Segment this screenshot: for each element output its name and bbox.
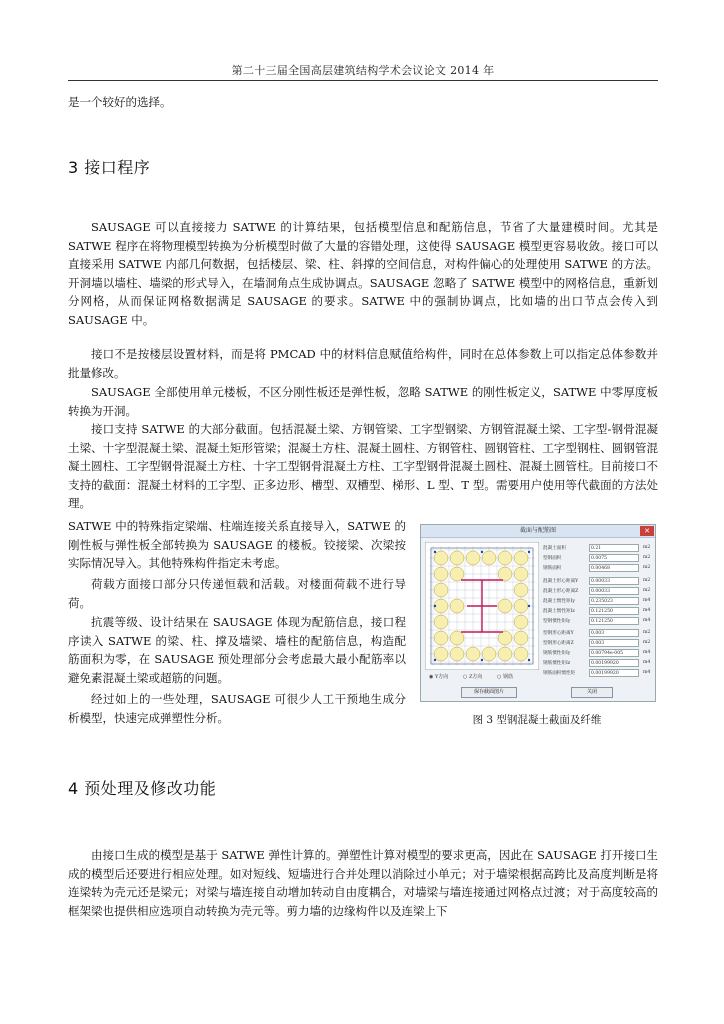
field-row: 混凝土惯性矩Iy 0.235023 m4 bbox=[543, 598, 651, 604]
paragraph: 是一个较好的选择。 bbox=[68, 95, 172, 109]
field-row: 钢筋惯性矩Iy 0.00794e-005 m4 bbox=[543, 650, 651, 656]
field-row: 混凝土惯性矩Iz 0.121250 m4 bbox=[543, 608, 651, 614]
field-value[interactable]: 0.21 bbox=[589, 544, 639, 552]
running-header: 第二十三届全国高层建筑结构学术会议论文 2014 年 bbox=[231, 64, 495, 77]
field-row: 钢筋惯性矩Iz 0.00199920 m4 bbox=[543, 660, 651, 666]
close-button[interactable]: 关闭 bbox=[571, 687, 613, 698]
field-value[interactable]: 0.121250 bbox=[589, 607, 639, 615]
field-row: 型钢形心距离Y 0.003 m2 bbox=[543, 630, 651, 636]
dialog-titlebar bbox=[421, 525, 655, 538]
paragraph: 接口不是按楼层设置材料，而是将 PMCAD 中的材料信息赋值给构件，同时在总体参数上可以指定总体参数并批量修改。 bbox=[68, 347, 658, 380]
section-drawing bbox=[425, 542, 539, 670]
field-row: 型钢面积 0.0075 m2 bbox=[543, 555, 651, 561]
field-row: 混凝土形心距离Z 0.00033 m2 bbox=[543, 588, 651, 594]
radio-z[interactable]: ○ Z方向 bbox=[463, 674, 483, 680]
paragraph: 经过如上的一些处理，SAUSAGE 可很少人工干预地生成分析模型，快速完成弹塑性分析。 bbox=[68, 692, 406, 725]
field-row: 型钢形心距离Z 0.003 m2 bbox=[543, 640, 651, 646]
field-row: 钢筋面积 0.00468 m2 bbox=[543, 565, 651, 571]
field-value[interactable]: 0.003 bbox=[589, 639, 639, 647]
field-value[interactable]: 0.00199920 bbox=[589, 669, 639, 677]
field-value[interactable]: 0.0075 bbox=[589, 554, 639, 562]
dialog-title: 截面与配筋图 bbox=[519, 527, 556, 534]
field-row: 钢筋面积惯性矩 0.00199920 m4 bbox=[543, 670, 651, 676]
close-icon[interactable]: ✕ bbox=[640, 526, 654, 536]
field-value[interactable]: 0.00033 bbox=[589, 577, 639, 585]
figure-caption: 图 3 型钢混凝土截面及纤维 bbox=[472, 714, 602, 726]
section-4-heading: 4 预处理及修改功能 bbox=[68, 779, 217, 798]
paragraph: SAUSAGE 全部使用单元楼板，不区分刚性板还是弹性板，忽略 SATWE 的刚性板定义，SATWE 中零厚度板转换为开洞。 bbox=[68, 385, 658, 418]
figure-section-dialog bbox=[420, 524, 656, 702]
radio-rebar[interactable]: ○ 钢筋 bbox=[497, 674, 513, 680]
header-rule bbox=[68, 80, 658, 81]
field-value[interactable]: 0.00794e-005 bbox=[589, 649, 639, 657]
paragraph: 抗震等级、设计结果在 SAUSAGE 体现为配筋信息，接口程序读入 SATWE 的梁、柱、撑及墙梁、墙柱的配筋信息，构造配筋面积为零，在 SAUSAGE 预处理部分会考虑最大最小配筋率以避免素混凝土梁或超筋的问题。 bbox=[68, 615, 406, 685]
field-row: 混凝土形心距离Y 0.00033 m2 bbox=[543, 578, 651, 584]
field-value[interactable]: 0.121250 bbox=[589, 617, 639, 625]
field-value[interactable]: 0.235023 bbox=[589, 597, 639, 605]
paragraph: 由接口生成的模型是基于 SATWE 弹性计算的。弹塑性计算对模型的要求更高，因此在 SAUSAGE 打开接口生成的模型后还要进行相应处理。如对短线、短墙进行合并处理以消除过小单元；对于墙梁根据高跨比及高度判断是将连梁转为壳元还是梁元；对梁与墙连接自动增加转动自由度耦合，对墙梁与墙连接通过网格点过渡；对于高度较高的框架梁也提供相应选项自动转换为壳元等。剪力墙的边缘构件以及连梁上下 bbox=[68, 848, 658, 918]
field-row: 型钢惯性矩Iy 0.121250 m4 bbox=[543, 618, 651, 624]
paragraph: SAUSAGE 可以直接接力 SATWE 的计算结果，包括模型信息和配筋信息，节省了大量建模时间。尤其是 SATWE 程序在将物理模型转换为分析模型时做了大量的容错处理，这使得 SAUSAGE 模型更容易收敛。接口可以直接采用 SATWE 内部几何数据，包括楼层、梁、柱、斜撑的空间信息，对构件偏心的处理使用 SATWE 的方法。开洞墙以墙柱、墙梁的形式导入，在墙洞角点生成协调点。SAUSAGE 忽略了 SATWE 模型中的网格信息，重新划分网格，从而保证网格数据满足 SAUSAGE 的要求。SATWE 中的强制协调点，比如墙的出口节点会传入到 SAUSAGE 中。 bbox=[68, 220, 658, 327]
field-value[interactable]: 0.003 bbox=[589, 629, 639, 637]
paragraph: SATWE 中的特殊指定梁端、柱端连接关系直接导入，SATWE 的刚性板与弹性板全部转换为 SAUSAGE 的楼板。铰接梁、次梁按实际情况导入。其他特殊构件指定未考虑。 bbox=[68, 519, 406, 571]
field-value[interactable]: 0.00033 bbox=[589, 587, 639, 595]
radio-y[interactable]: ◉ Y方向 bbox=[429, 674, 449, 680]
field-value[interactable]: 0.00199920 bbox=[589, 659, 639, 667]
paragraph: 荷载方面接口部分只传递恒载和活载。对楼面荷载不进行导荷。 bbox=[68, 577, 406, 610]
paragraph: 接口支持 SATWE 的大部分截面。包括混凝土梁、方钢管梁、工字型钢梁、方钢管混凝土梁、工字型-钢骨混凝土梁、十字型混凝土梁、混凝土矩形管梁；混凝土方柱、混凝土圆柱、方钢管柱、圆钢管柱、工字型钢柱、圆钢管混凝土圆柱、工字型钢骨混凝土方柱、十字工型钢骨混凝土方柱、工字型钢骨混凝土圆柱、混凝土圆管柱。目前接口不支持的截面：混凝土材料的工字型、正多边形、槽型、双槽型、梯形、L 型、T 型。需要用户使用等代截面的方法处理。 bbox=[68, 422, 658, 511]
section-3-heading: 3 接口程序 bbox=[68, 158, 151, 177]
field-row: 混凝土面积 0.21 m2 bbox=[543, 545, 651, 551]
field-value[interactable]: 0.00468 bbox=[589, 564, 639, 572]
export-image-button[interactable]: 保存截面图片 bbox=[461, 687, 517, 698]
